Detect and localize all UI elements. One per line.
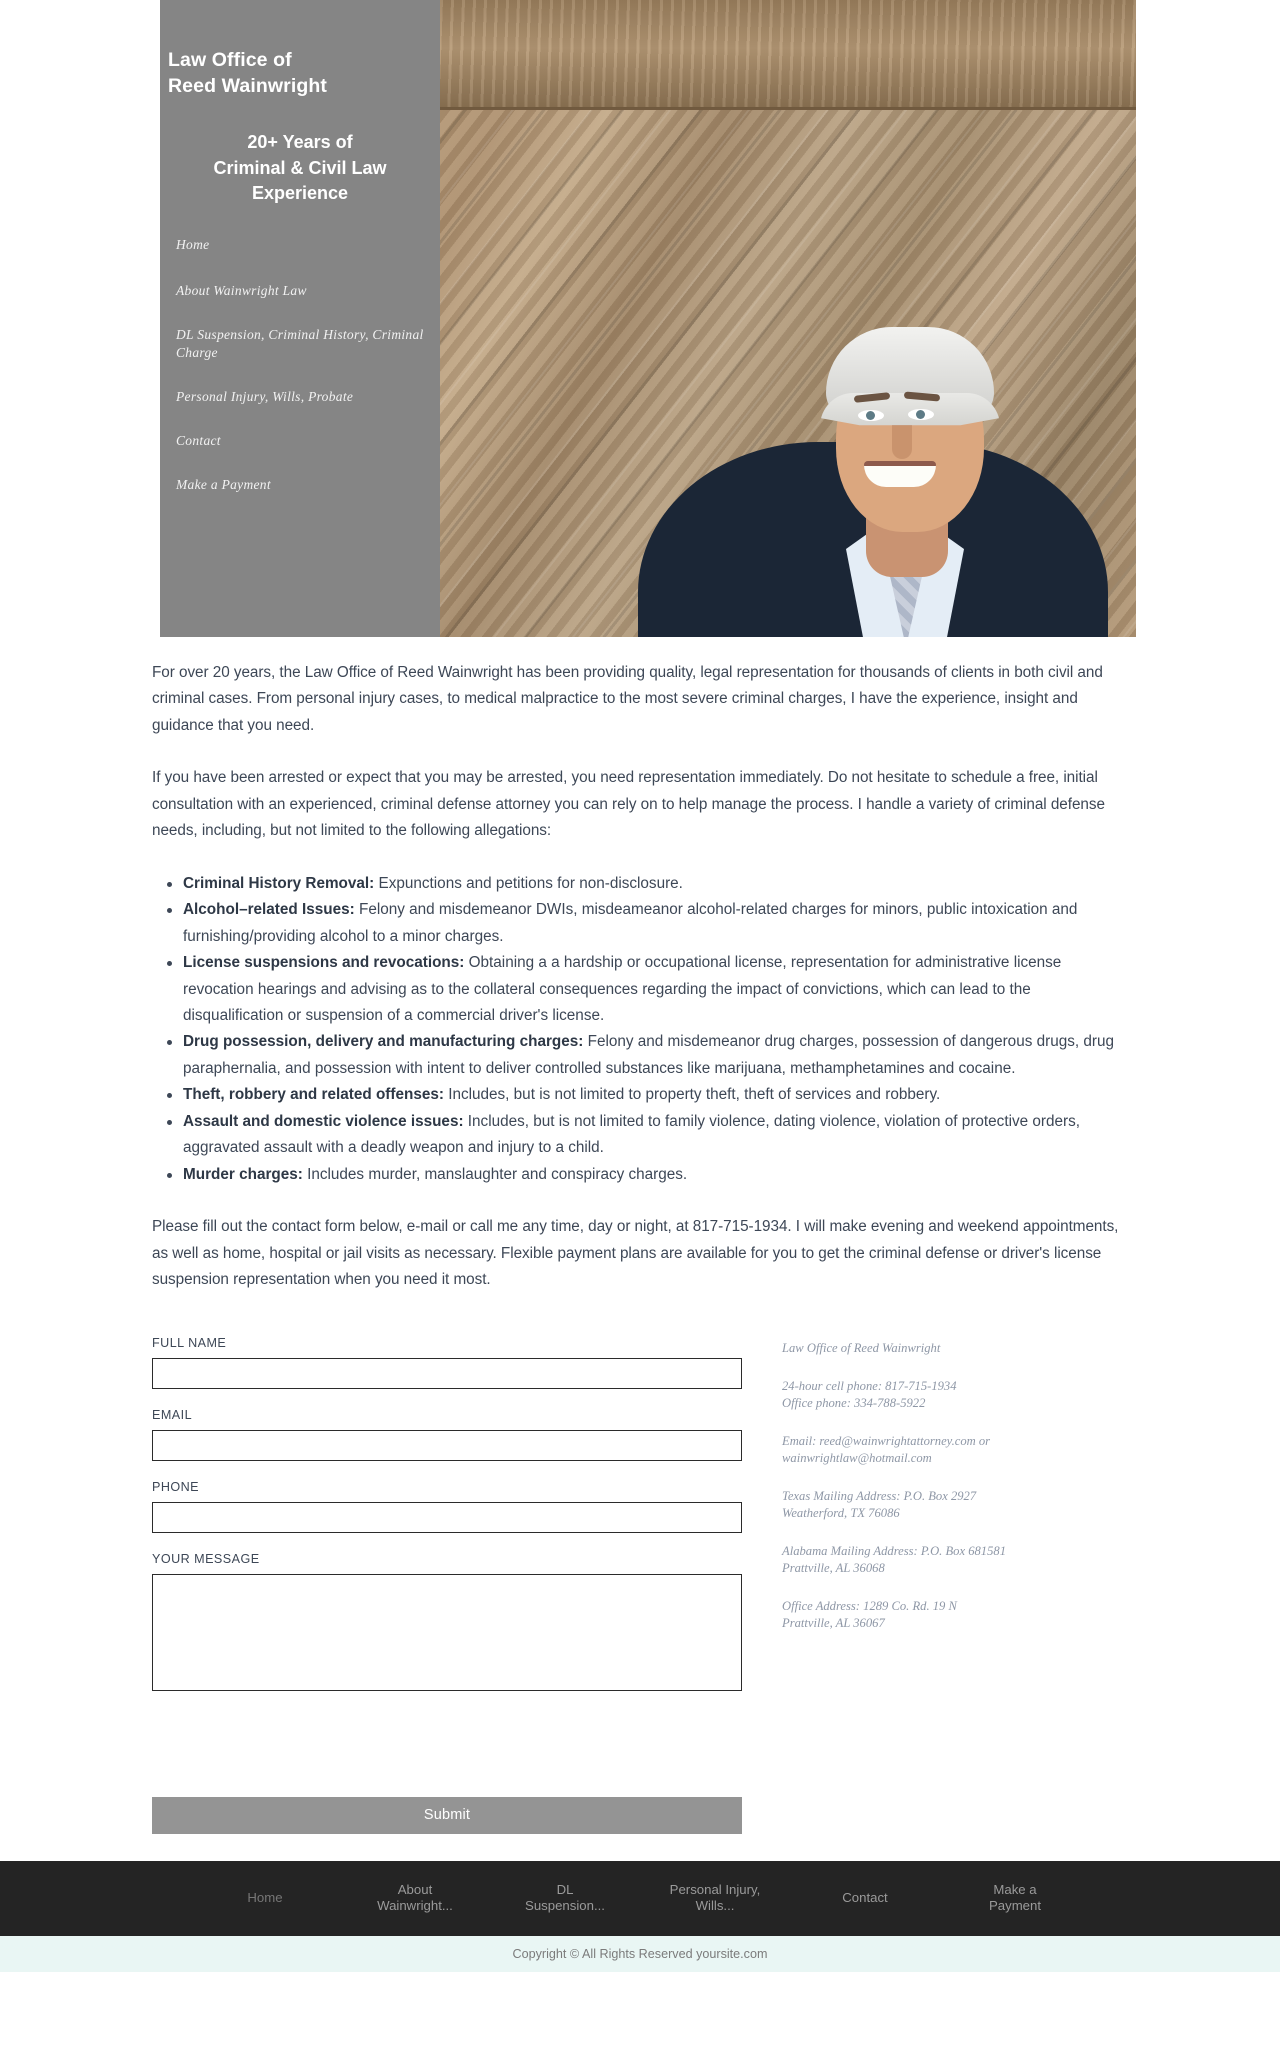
sidebar-item-home[interactable]: Home xyxy=(176,237,210,252)
office-address-line-1: Office Address: 1289 Co. Rd. 19 N xyxy=(782,1598,957,1613)
full-name-label: FULL NAME xyxy=(152,1335,227,1350)
allegation-desc: Felony and misdemeanor DWIs, misdeameanor alcohol-related charges for minors, public intoxication and furnishing/providing alcohol to a minor charges. xyxy=(183,901,1078,945)
field-phone xyxy=(152,1480,752,1533)
field-message xyxy=(152,1552,752,1696)
list-item xyxy=(183,897,1128,950)
footer-item-about[interactable]: About Wainwright... xyxy=(377,1881,453,1914)
site-brand xyxy=(168,48,428,100)
eye-left-shape xyxy=(858,410,884,421)
brand-line-1: Law Office of xyxy=(168,49,292,71)
list-item xyxy=(183,1082,1128,1108)
nose-shape xyxy=(892,425,912,459)
texas-address-line-2: Weatherford, TX 76086 xyxy=(782,1505,900,1520)
sidebar-item-dl-suspension[interactable]: DL Suspension, Criminal History, Criminal Charge xyxy=(176,326,424,360)
tagline-line-3: Experience xyxy=(251,183,349,204)
eye-right-shape xyxy=(908,409,934,420)
tagline-line-1: 20+ Years of xyxy=(247,132,353,152)
list-item xyxy=(183,871,1128,897)
hero-section xyxy=(0,0,1280,637)
firm-name: Law Office of Reed Wainwright xyxy=(782,1340,941,1355)
list-item xyxy=(183,950,1128,1029)
brand-line-2: Reed Wainwright xyxy=(168,74,327,97)
allegation-desc: Includes, but is not limited to family violence, dating violence, violation of protective orders, aggravated assault with a deadly weapon and injury to a child. xyxy=(183,1112,1080,1157)
allegation-term: Drug possession, delivery and manufacturing charges: xyxy=(183,1033,584,1051)
allegation-term: Criminal History Removal: xyxy=(183,874,375,892)
intro-paragraph-1: For over 20 years, the Law Office of Reed Wainwright has been providing quality, legal representation for thousands of clients in both civil and criminal cases. From personal injury cases, to medical malpractice to the most severe criminal charges, I have the experience, insight and guidance that you need. xyxy=(152,664,1103,734)
allegation-term: Assault and domestic violence issues: xyxy=(183,1112,464,1130)
sidebar-item-contact[interactable]: Contact xyxy=(176,432,221,448)
footer-item-contact[interactable]: Contact xyxy=(842,1889,888,1905)
cell-phone: 24-hour cell phone: 817-715-1934 xyxy=(782,1378,957,1393)
allegation-desc: Includes murder, manslaughter and conspiracy charges. xyxy=(302,1165,688,1183)
email-input[interactable] xyxy=(152,1430,742,1461)
alabama-address-line-2: Prattville, AL 36068 xyxy=(782,1560,885,1575)
hero-photo xyxy=(440,0,1136,637)
sidebar-nav xyxy=(176,236,438,520)
wood-beam xyxy=(440,0,1136,110)
sidebar-item-personal-injury[interactable]: Personal Injury, Wills, Probate xyxy=(176,388,354,404)
allegation-term: Theft, robbery and related offenses: xyxy=(183,1086,444,1104)
email-label: EMAIL xyxy=(152,1407,193,1422)
mouth-shape xyxy=(864,461,936,487)
intro-paragraph-2: If you have been arrested or expect that you may be arrested, you need representation immediately. Do not hesitate to schedule a free, initial consultation with an experienced, criminal defense attorney you can rely on to help manage the process. I handle a variety of criminal defense needs, including, but not limited to the following allegations: xyxy=(152,769,1105,840)
allegation-term: License suspensions and revocations: xyxy=(183,954,465,972)
allegation-desc: Obtaining a a hardship or occupational license, representation for administrative license revocation hearings and advising as to the collateral consequences regarding the impact of convictions, which can lead to the disqualification or suspension of a commercial driver's license. xyxy=(183,954,1062,1024)
list-item xyxy=(183,1109,1128,1162)
footer-item-dl-suspension[interactable]: DL Suspension... xyxy=(525,1881,605,1914)
footer-item-personal-injury[interactable]: Personal Injury, Wills... xyxy=(669,1881,761,1914)
phone-label: PHONE xyxy=(152,1479,200,1494)
contact-details xyxy=(752,1336,1128,1653)
allegation-desc: Expunctions and petitions for non-disclosure. xyxy=(374,874,683,892)
phone-numbers xyxy=(782,1378,1128,1412)
contact-form xyxy=(152,1336,752,1834)
alabama-address-line-1: Alabama Mailing Address: P.O. Box 681581 xyxy=(782,1543,1006,1558)
allegation-desc: Felony and misdemeanor drug charges, possession of dangerous drugs, drug paraphernalia, and possession with intent to deliver controlled substances like marijuana, methamphetamines and cocaine. xyxy=(183,1033,1114,1077)
copyright-text: Copyright © All Rights Reserved yoursite.com xyxy=(512,1946,768,1961)
list-item xyxy=(183,1162,1128,1188)
field-full-name xyxy=(152,1336,752,1389)
texas-mailing-address xyxy=(782,1488,1128,1522)
copyright-bar xyxy=(0,1936,1280,1972)
full-name-input[interactable] xyxy=(152,1358,742,1389)
alabama-mailing-address xyxy=(782,1543,1128,1577)
footer-item-make-a-payment[interactable]: Make a Payment xyxy=(988,1881,1042,1914)
tagline-line-2: Criminal & Civil Law xyxy=(213,157,387,178)
email-line-2[interactable]: wainwrightlaw@hotmail.com xyxy=(782,1450,932,1465)
sidebar-item-about[interactable]: About Wainwright Law xyxy=(176,282,307,298)
office-address-line-2: Prattville, AL 36067 xyxy=(782,1615,885,1630)
footer-item-home[interactable]: Home xyxy=(247,1889,283,1905)
office-address xyxy=(782,1598,1128,1632)
field-email xyxy=(152,1408,752,1461)
office-phone: Office phone: 334-788-5922 xyxy=(782,1395,926,1410)
footer-nav xyxy=(0,1861,1280,1936)
email-line-1[interactable]: Email: reed@wainwrightattorney.com or xyxy=(782,1433,991,1448)
hero-tagline xyxy=(168,130,432,207)
closing-paragraph: Please fill out the contact form below, e-mail or call me any time, day or night, at 817-715-1934. I will make evening and weekend appointments, as well as home, hospital or jail visits as necessary. Flexible payment plans are available for you to get the criminal defense or driver's license suspension representation when you need it most. xyxy=(152,1218,1119,1289)
allegation-term: Alcohol–related Issues: xyxy=(183,901,355,919)
hair-shape xyxy=(826,327,994,419)
message-textarea[interactable] xyxy=(152,1574,742,1691)
submit-button[interactable]: Submit xyxy=(152,1797,742,1834)
email-addresses xyxy=(782,1433,1128,1467)
texas-address-line-1: Texas Mailing Address: P.O. Box 2927 xyxy=(782,1488,977,1503)
sidebar-item-make-a-payment[interactable]: Make a Payment xyxy=(176,476,271,492)
allegations-list xyxy=(152,871,1128,1188)
phone-input[interactable] xyxy=(152,1502,742,1533)
message-label: YOUR MESSAGE xyxy=(152,1551,260,1566)
main-content xyxy=(152,660,1128,1834)
contact-section xyxy=(152,1336,1128,1834)
allegation-desc: Includes, but is not limited to property theft, theft of services and robbery. xyxy=(443,1086,941,1104)
allegation-term: Murder charges: xyxy=(183,1165,303,1183)
list-item xyxy=(183,1029,1128,1082)
hero-sidebar xyxy=(160,0,440,637)
